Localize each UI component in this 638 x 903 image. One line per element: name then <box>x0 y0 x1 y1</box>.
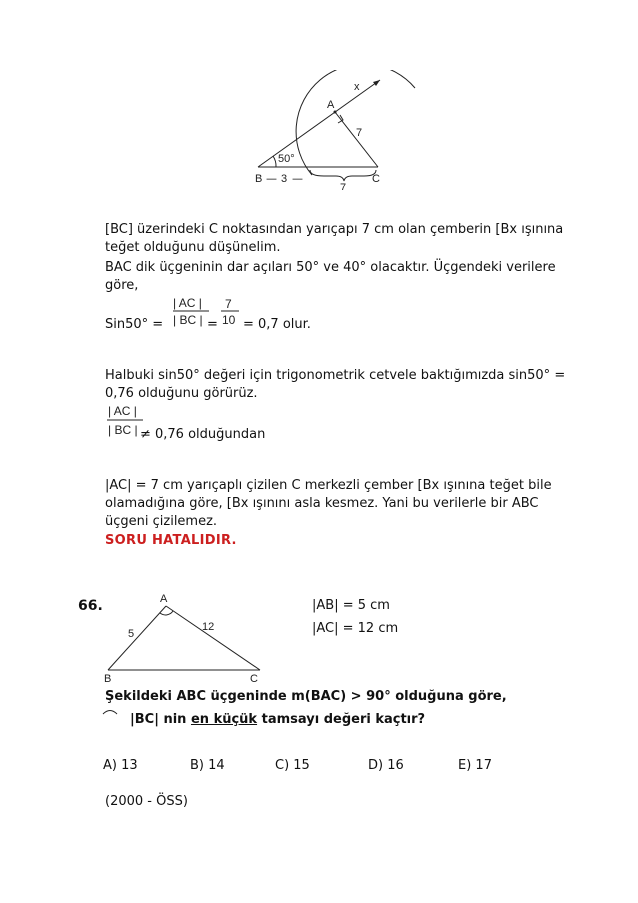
question-line-1: Şekildeki ABC üçgeninde m(BAC) > 90° olduğuna göre, <box>105 689 507 704</box>
option-c[interactable]: C) 15 <box>275 758 310 773</box>
sin-rhs: = 0,7 olur. <box>243 317 311 332</box>
label-x: x <box>354 81 360 93</box>
label-b: B <box>255 173 263 185</box>
q-line2-underlined: en küçük <box>190 712 258 727</box>
ray-arrowhead <box>373 80 380 86</box>
arc-symbol <box>102 707 118 715</box>
svg-text:| AC |: | AC | <box>108 404 137 418</box>
segment-ac <box>335 112 378 167</box>
segment-ab <box>108 606 166 670</box>
paragraph-4: |AC| = 7 cm yarıçaplı çizilen C merkezli çember [Bx ışınına teğet bile olamadığına göre, [Bx ışınını asla kesmez. Yani bu verilerle bir ABC üçgeni çizilemez. <box>105 478 552 529</box>
fraction-ac-bc-2 <box>105 402 145 440</box>
fraction-7-10 <box>219 295 241 329</box>
conclusion: SORU HATALIDIR. <box>105 533 237 548</box>
q-line2-pre: |BC| nin <box>130 712 191 727</box>
given-ab: |AB| = 5 cm <box>312 598 390 613</box>
svg-text:7: 7 <box>225 297 232 311</box>
paragraph-1: [BC] üzerindeki C noktasından yarıçapı 7 cm olan çemberin [Bx ışınına teğet olduğunu düşünelim. <box>105 222 564 255</box>
label-c: C <box>372 173 380 185</box>
svg-text:10: 10 <box>222 313 236 327</box>
label-b-q: B <box>104 673 112 684</box>
label-c-q: C <box>250 673 258 684</box>
q-line2-post: tamsayı değeri kaçtır? <box>257 712 426 727</box>
segment-ac-q <box>166 606 260 670</box>
given-ac: |AC| = 12 cm <box>312 621 399 636</box>
triangle-figure <box>100 592 270 684</box>
label-ba-length: 3 <box>281 173 288 185</box>
label-angle: 50° <box>278 153 295 165</box>
option-d[interactable]: D) 16 <box>368 758 404 773</box>
sin-eq-sign: = <box>207 317 218 332</box>
question-line-2 <box>130 712 425 727</box>
svg-text:| AC |: | AC | <box>173 296 202 310</box>
dash-left: — <box>266 172 277 185</box>
not-equal-sign: ≠ <box>140 427 151 442</box>
label-a: A <box>327 99 335 111</box>
sin-lhs: Sin50° = <box>105 317 164 332</box>
label-a-q: A <box>160 593 168 605</box>
fraction-ac-bc <box>171 295 211 329</box>
neq-statement <box>105 402 365 444</box>
label-bc-length: 7 <box>340 182 347 190</box>
svg-text:| BC |: | BC | <box>108 423 138 437</box>
svg-text:| BC |: | BC | <box>173 313 203 327</box>
label-ab-length: 5 <box>128 628 135 640</box>
dash-right: — <box>292 172 303 185</box>
source-note: (2000 - ÖSS) <box>105 794 188 809</box>
option-e[interactable]: E) 17 <box>458 758 492 773</box>
brace-bc <box>310 170 376 181</box>
angle-mark-a <box>160 611 173 615</box>
neq-text: 0,76 olduğundan <box>155 427 266 442</box>
ray-bx <box>258 80 380 167</box>
option-b[interactable]: B) 14 <box>190 758 225 773</box>
sin-equation <box>105 291 435 339</box>
label-ac-length-q: 12 <box>202 621 215 633</box>
option-a[interactable]: A) 13 <box>103 758 138 773</box>
question-number: 66. <box>78 598 103 614</box>
paragraph-3: Halbuki sin50° değeri için trigonometrik cetvele baktığımızda sin50° = 0,76 olduğunu görürüz. <box>105 368 566 401</box>
label-ac-length: 7 <box>356 127 363 139</box>
angle-mark-b <box>273 156 276 167</box>
paragraph-2: BAC dik üçgeninin dar açıları 50° ve 40° olacaktır. Üçgendeki verilere göre, <box>105 260 556 293</box>
